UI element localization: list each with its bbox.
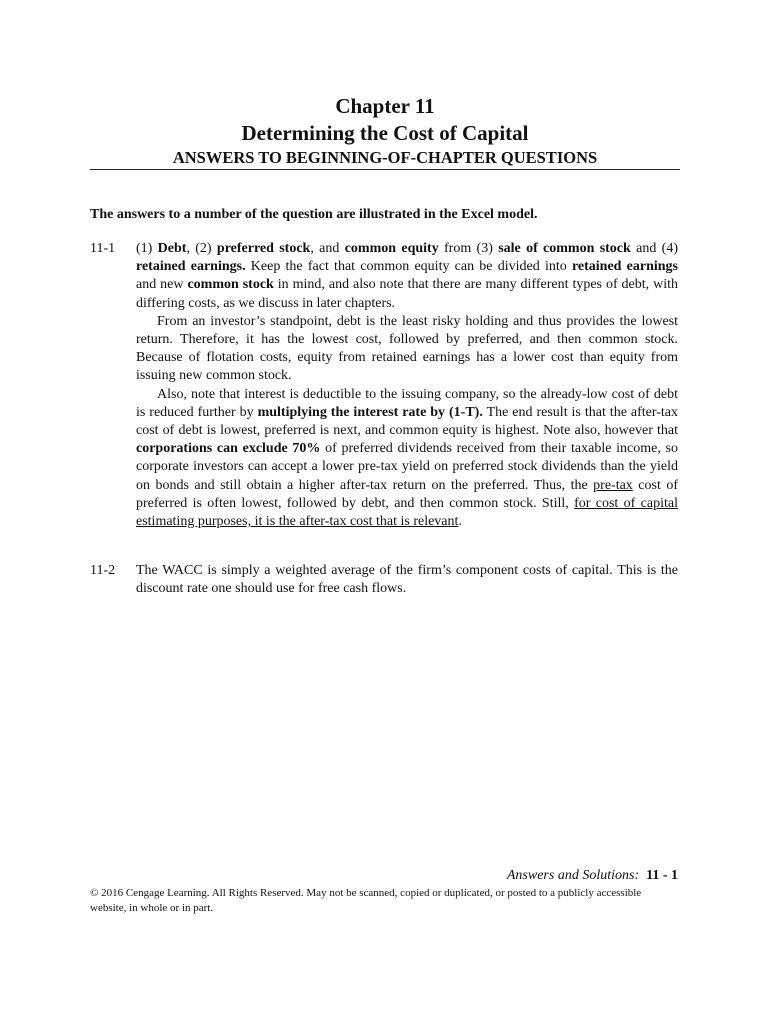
answer-11-1-paragraph-2: From an investor’s standpoint, debt is the least risky holding and thus provides the lowest return. Therefore, it has the lowest cost, followed by preferred, and then common stock. Because of flotation costs, equity from retained earnings has a lower cost than equity from issuing new common stock. xyxy=(136,313,678,384)
footer-page-label: Answers and Solutions: 11 - 1 xyxy=(506,868,678,883)
answer-11-1 xyxy=(136,240,678,531)
chapter-title: Determining the Cost of Capital xyxy=(241,121,529,145)
question-number-2: 11-2 xyxy=(90,563,116,578)
chapter-number: Chapter 11 xyxy=(335,94,435,118)
section-subtitle: ANSWERS TO BEGINNING-OF-CHAPTER QUESTIONS xyxy=(172,148,598,167)
intro-text: The answers to a number of the question are illustrated in the Excel model. xyxy=(90,207,538,222)
answer-11-2: The WACC is simply a weighted average of the firm’s component costs of capital. This is the discount rate one should use for free cash flows. xyxy=(136,563,678,597)
copyright-notice: © 2016 Cengage Learning. All Rights Reserved. May not be scanned, copied or duplicated, or posted to a publicly accessible website, in whole or in part. xyxy=(90,887,642,914)
answer-11-1-paragraph-1: (1) Debt, (2) preferred stock, and common equity from (3) sale of common stock and (4) retained earnings. Keep the fact that common equity can be divided into retained earnings and new common stock in mind, and also note that there are many different types of debt, with differing costs, as we discuss in later chapters. xyxy=(136,241,679,311)
question-number-1: 11-1 xyxy=(90,241,116,256)
answer-11-1-paragraph-3: Also, note that interest is deductible to the issuing company, so the already-low cost of debt is reduced further by multiplying the interest rate by (1-T). The end result is that the after-tax cost of debt is lowest, preferred is next, and common equity is highest. Note also, however that corporations can exclude 70% of preferred dividends received from their taxable income, so corporate investors can accept a lower pre-tax yield on preferred stock dividends than the yield on bonds and still obtain a higher after-tax return on the preferred. Thus, the pre-tax cost of preferred is often lowest, followed by debt, and then common stock. Still, for cost of capital estimating purposes, it is the after-tax cost that is relevant. xyxy=(136,386,679,530)
header-rule xyxy=(90,169,680,170)
